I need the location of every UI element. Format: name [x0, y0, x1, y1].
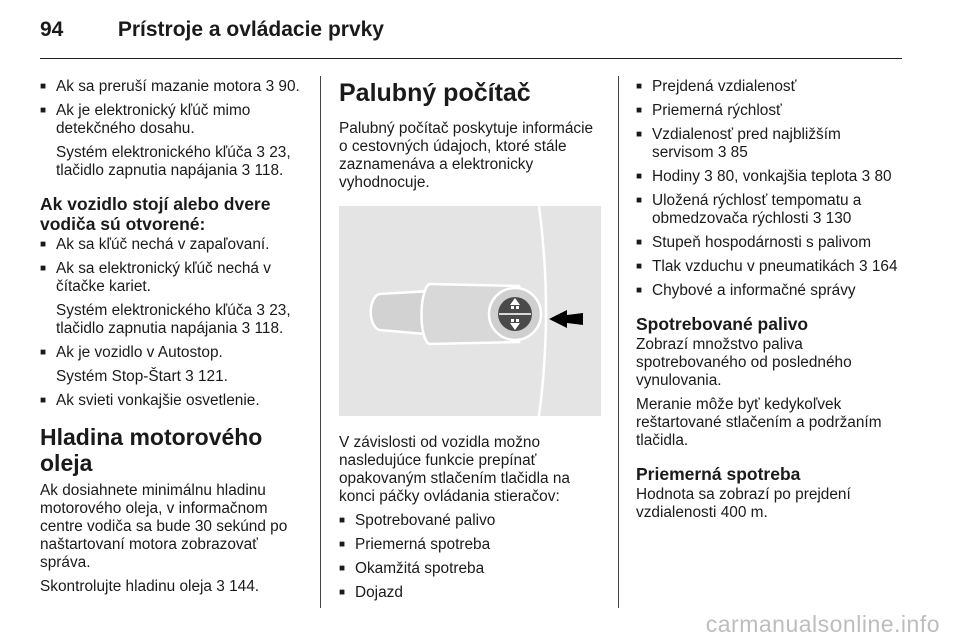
- list-item: ■ Hodiny 3 80, vonkajšia teplota 3 80: [636, 168, 898, 186]
- column-divider-1: [320, 76, 321, 608]
- list-item: ■ Spotrebované palivo: [339, 512, 605, 530]
- section-heading-average-consumption: Priemerná spotreba: [636, 464, 801, 484]
- list-item: ■ Prejdená vzdialenosť: [636, 78, 898, 96]
- column-divider-2: [618, 76, 619, 608]
- paragraph: Ak dosiahnete minimálnu hladinu motorového oleja, v informačnom centre vodiča sa bude 30 sekúnd po naštartovaní motora zobrazovať správa.: [40, 482, 288, 571]
- wiper-stalk-illustration: [339, 206, 601, 416]
- watermark: carmanualsonline.info: [705, 611, 940, 637]
- section-heading: Ak vozidlo stojí alebo dvere vodiča sú otvorené:: [40, 194, 271, 234]
- list-item: ■ Ak sa kľúč nechá v zapaľovaní.: [40, 236, 304, 254]
- list-item: ■ Ak sa elektronický kľúč nechá v čítačke kariet.: [40, 260, 304, 296]
- list-item: ■ Priemerná rýchlosť: [636, 102, 898, 120]
- list-item: ■ Dojazd: [339, 584, 605, 602]
- paragraph: Skontrolujte hladinu oleja 3 144.: [40, 578, 260, 595]
- header-divider: [40, 58, 902, 59]
- list-item: ■ Ak je elektronický kľúč mimo detekčného dosahu.: [40, 102, 304, 138]
- list-item: ■ Ak sa preruší mazanie motora 3 90.: [40, 78, 304, 96]
- list-item: ■ Chybové a informačné správy: [636, 282, 898, 300]
- section-heading-trip-computer: Palubný počítač: [339, 79, 531, 107]
- list-item: ■ Ak je vozidlo v Autostop.: [40, 344, 304, 362]
- list-item: ■ Ak svieti vonkajšie osvetlenie.: [40, 392, 304, 410]
- page-number: 94: [40, 18, 64, 41]
- list-item: ■ Vzdialenosť pred najbližším servisom 3 85: [636, 126, 898, 162]
- paragraph: V závislosti od vozidla možno nasledujúce funkcie prepínať opakovaným stlačením tlačidla na konci páčky ovládania stieračov:: [339, 434, 570, 505]
- paragraph: Palubný počítač poskytuje informácie o cestovných údajoch, ktoré stále zaznamenáva a elektronicky vyhodnocuje.: [339, 120, 594, 191]
- note-text: Systém elektronického kľúča 3 23, tlačidlo zapnutia napájania 3 118.: [56, 302, 291, 337]
- list-item: ■ Uložená rýchlosť tempomatu a obmedzovača rýchlosti 3 130: [636, 192, 898, 228]
- list-item: ■ Stupeň hospodárnosti s palivom: [636, 234, 898, 252]
- list-item: ■ Priemerná spotreba: [339, 536, 605, 554]
- list-item: ■ Tlak vzduchu v pneumatikách 3 164: [636, 258, 898, 276]
- column-2: [339, 78, 605, 608]
- note-text: Systém Stop-Štart 3 121.: [56, 368, 228, 385]
- page-title: Prístroje a ovládacie prvky: [117, 18, 384, 41]
- section-heading-oil-level: Hladina motorového oleja: [40, 424, 263, 476]
- column-1: [40, 78, 304, 602]
- column-3: [636, 78, 898, 528]
- paragraph: Hodnota sa zobrazí po prejdení vzdialenosti 400 m.: [636, 486, 851, 521]
- page-header: [40, 18, 384, 42]
- paragraph: Meranie môže byť kedykoľvek reštartované stlačením a podržaním tlačidla.: [636, 396, 882, 449]
- note-text: Systém elektronického kľúča 3 23, tlačidlo zapnutia napájania 3 118.: [56, 144, 291, 179]
- paragraph: Zobrazí množstvo paliva spotrebovaného od posledného vynulovania.: [636, 336, 852, 389]
- section-heading-fuel-used: Spotrebované palivo: [636, 314, 809, 334]
- list-item: ■ Okamžitá spotreba: [339, 560, 605, 578]
